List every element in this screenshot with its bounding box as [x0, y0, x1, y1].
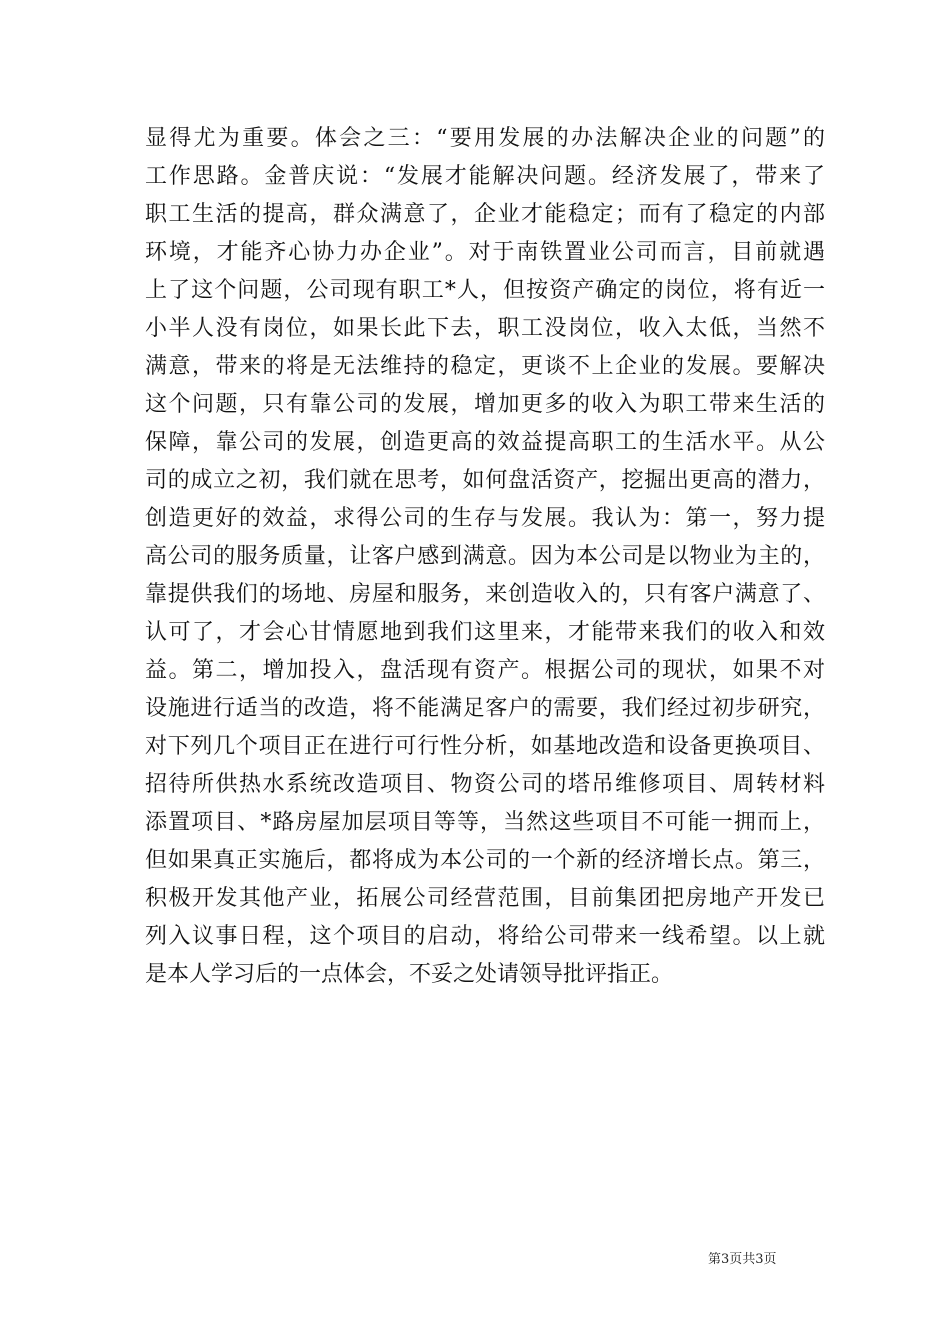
text-line: 认可了，才会心甘情愿地到我们这里来，才能带来我们的收入和效	[145, 620, 825, 645]
text-line: 是本人学习后的一点体会，不妥之处请领导批评指正。	[145, 962, 674, 987]
text-line: 积极开发其他产业，拓展公司经营范围，目前集团把房地产开发已	[145, 886, 825, 911]
text-line: 益。第二，增加投入，盘活现有资产。根据公司的现状，如果不对	[145, 658, 825, 683]
text-line: 上了这个问题，公司现有职工*人，但按资产确定的岗位，将有近一	[145, 278, 825, 303]
text-line: 满意，带来的将是无法维持的稳定，更谈不上企业的发展。要解决	[145, 354, 825, 379]
text-line: 这个问题，只有靠公司的发展，增加更多的收入为职工带来生活的	[145, 392, 825, 417]
text-line: 设施进行适当的改造，将不能满足客户的需要，我们经过初步研究，	[145, 696, 825, 721]
text-line: 招待所供热水系统改造项目、物资公司的塔吊维修项目、周转材料	[145, 772, 825, 797]
text-line: 职工生活的提高，群众满意了，企业才能稳定；而有了稳定的内部	[145, 202, 825, 227]
text-line: 环境，才能齐心协力办企业”。对于南铁置业公司而言，目前就遇	[145, 240, 825, 265]
text-line: 创造更好的效益，求得公司的生存与发展。我认为：第一，努力提	[145, 506, 825, 531]
body-paragraph	[145, 120, 825, 994]
text-line: 高公司的服务质量，让客户感到满意。因为本公司是以物业为主的，	[145, 544, 825, 569]
text-line: 添置项目、*路房屋加层项目等等，当然这些项目不可能一拥而上，	[145, 810, 825, 835]
text-line: 保障，靠公司的发展，创造更高的效益提高职工的生活水平。从公	[145, 430, 825, 455]
text-line: 但如果真正实施后，都将成为本公司的一个新的经济增长点。第三，	[145, 848, 825, 873]
text-line: 列入议事日程，这个项目的启动，将给公司带来一线希望。以上就	[145, 924, 825, 949]
text-line: 司的成立之初，我们就在思考，如何盘活资产，挖掘出更高的潜力，	[145, 468, 825, 493]
text-line: 对下列几个项目正在进行可行性分析，如基地改造和设备更换项目、	[145, 734, 825, 759]
text-line: 工作思路。金普庆说：“发展才能解决问题。经济发展了，带来了	[145, 164, 825, 189]
text-line: 小半人没有岗位，如果长此下去，职工没岗位，收入太低，当然不	[145, 316, 825, 341]
page-number-footer: 第3页共3页	[708, 1252, 777, 1267]
text-line: 显得尤为重要。体会之三：“要用发展的办法解决企业的问题”的	[145, 126, 825, 151]
text-line: 靠提供我们的场地、房屋和服务，来创造收入的，只有客户满意了、	[145, 582, 825, 607]
